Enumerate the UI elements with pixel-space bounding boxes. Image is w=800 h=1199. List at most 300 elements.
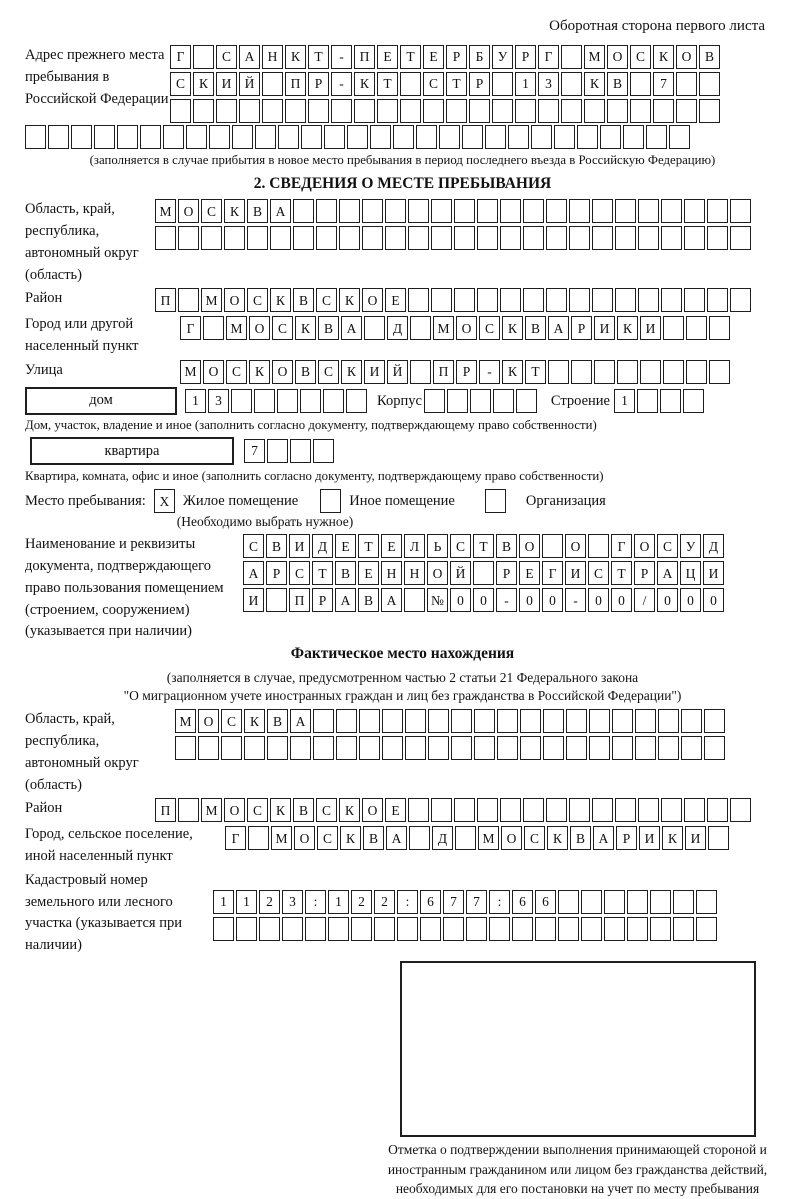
char-box[interactable]: 7 [653,72,674,96]
korpus-row[interactable] [424,389,537,413]
char-box[interactable] [638,798,659,822]
char-box[interactable] [117,125,138,149]
char-box[interactable] [431,288,452,312]
char-box[interactable]: 1 [213,890,234,914]
char-box[interactable] [428,736,449,760]
char-box[interactable]: К [285,45,306,69]
char-box[interactable] [382,709,403,733]
char-box[interactable] [300,389,321,413]
char-box[interactable] [462,125,483,149]
char-box[interactable] [443,917,464,941]
char-box[interactable]: П [289,588,310,612]
char-box[interactable]: К [341,360,362,384]
char-box[interactable] [663,316,684,340]
stroenie-row[interactable] [614,389,704,413]
char-box[interactable] [405,709,426,733]
char-box[interactable] [704,736,725,760]
char-box[interactable] [546,199,567,223]
char-box[interactable]: Р [571,316,592,340]
char-box[interactable]: 0 [542,588,563,612]
char-box[interactable]: И [594,316,615,340]
char-box[interactable]: Й [450,561,471,585]
char-box[interactable] [362,199,383,223]
char-box[interactable] [301,125,322,149]
char-box[interactable] [155,226,176,250]
char-box[interactable]: А [386,826,407,850]
char-box[interactable]: 0 [703,588,724,612]
char-box[interactable] [500,798,521,822]
char-box[interactable]: 7 [244,439,265,463]
char-box[interactable]: М [584,45,605,69]
char-box[interactable] [266,588,287,612]
char-box[interactable] [569,199,590,223]
char-box[interactable] [213,917,234,941]
char-box[interactable]: С [247,288,268,312]
char-box[interactable]: Ь [427,534,448,558]
char-box[interactable]: 2 [259,890,280,914]
char-box[interactable] [236,917,257,941]
char-box[interactable]: Р [469,72,490,96]
char-box[interactable]: - [331,45,352,69]
char-box[interactable] [282,917,303,941]
char-box[interactable]: Р [456,360,477,384]
char-box[interactable] [615,199,636,223]
char-box[interactable] [201,226,222,250]
char-box[interactable] [431,226,452,250]
char-box[interactable]: П [155,798,176,822]
stay-option-organization-checkbox[interactable] [485,489,506,513]
char-box[interactable] [730,288,751,312]
char-box[interactable]: - [565,588,586,612]
char-box[interactable]: 1 [185,389,206,413]
char-box[interactable] [535,917,556,941]
char-box[interactable] [477,199,498,223]
char-box[interactable]: Т [473,534,494,558]
char-box[interactable] [558,917,579,941]
char-box[interactable]: В [363,826,384,850]
char-box[interactable] [231,389,252,413]
char-box[interactable] [328,917,349,941]
char-box[interactable] [409,826,430,850]
char-box[interactable] [385,226,406,250]
char-box[interactable] [730,798,751,822]
char-box[interactable] [359,709,380,733]
char-box[interactable] [254,389,275,413]
char-box[interactable] [730,199,751,223]
char-box[interactable] [255,125,276,149]
char-box[interactable]: О [607,45,628,69]
char-box[interactable]: П [285,72,306,96]
char-box[interactable]: У [680,534,701,558]
char-box[interactable]: В [293,798,314,822]
char-box[interactable]: Д [387,316,408,340]
char-box[interactable] [566,736,587,760]
char-box[interactable] [198,736,219,760]
char-box[interactable]: О [249,316,270,340]
char-box[interactable] [186,125,207,149]
char-box[interactable] [428,709,449,733]
char-box[interactable]: Й [239,72,260,96]
char-box[interactable]: О [519,534,540,558]
char-box[interactable]: : [305,890,326,914]
char-box[interactable] [377,99,398,123]
char-box[interactable]: К [339,798,360,822]
char-box[interactable] [600,125,621,149]
char-box[interactable] [492,99,513,123]
char-box[interactable] [704,709,725,733]
char-box[interactable] [520,709,541,733]
char-box[interactable]: О [203,360,224,384]
char-box[interactable]: Б [469,45,490,69]
char-box[interactable] [638,199,659,223]
char-box[interactable]: Е [519,561,540,585]
char-box[interactable] [290,439,311,463]
char-box[interactable]: С [170,72,191,96]
char-box[interactable]: Н [262,45,283,69]
char-box[interactable] [546,226,567,250]
char-box[interactable]: Л [404,534,425,558]
char-box[interactable]: С [630,45,651,69]
char-box[interactable] [454,798,475,822]
char-box[interactable]: 7 [466,890,487,914]
char-box[interactable] [538,99,559,123]
char-box[interactable]: А [593,826,614,850]
char-box[interactable] [270,226,291,250]
char-box[interactable] [638,226,659,250]
char-box[interactable] [400,72,421,96]
char-box[interactable]: 0 [657,588,678,612]
char-box[interactable]: Т [611,561,632,585]
char-box[interactable]: Е [385,288,406,312]
char-box[interactable]: К [502,316,523,340]
char-box[interactable] [508,125,529,149]
char-box[interactable] [627,890,648,914]
char-box[interactable] [588,534,609,558]
char-box[interactable] [239,99,260,123]
char-box[interactable]: А [341,316,362,340]
char-box[interactable]: Р [496,561,517,585]
char-box[interactable]: Г [542,561,563,585]
char-box[interactable]: 0 [450,588,471,612]
char-box[interactable] [248,826,269,850]
char-box[interactable]: Т [358,534,379,558]
char-box[interactable]: О [272,360,293,384]
char-box[interactable] [500,226,521,250]
char-box[interactable]: Р [634,561,655,585]
char-box[interactable]: Г [180,316,201,340]
char-box[interactable] [615,288,636,312]
char-box[interactable] [477,798,498,822]
char-box[interactable]: Т [377,72,398,96]
char-box[interactable] [431,798,452,822]
char-box[interactable] [661,288,682,312]
char-box[interactable] [707,798,728,822]
char-box[interactable]: А [335,588,356,612]
char-box[interactable]: И [289,534,310,558]
char-box[interactable] [543,709,564,733]
char-box[interactable] [500,288,521,312]
char-box[interactable] [278,125,299,149]
char-box[interactable]: В [496,534,517,558]
char-box[interactable]: И [640,316,661,340]
char-box[interactable] [546,798,567,822]
char-box[interactable]: О [634,534,655,558]
char-box[interactable] [336,709,357,733]
char-box[interactable]: Р [616,826,637,850]
char-box[interactable] [708,826,729,850]
char-box[interactable]: С [243,534,264,558]
char-box[interactable] [497,709,518,733]
char-box[interactable]: 0 [680,588,701,612]
char-box[interactable] [94,125,115,149]
char-box[interactable]: С [221,709,242,733]
char-box[interactable]: М [175,709,196,733]
char-box[interactable]: Р [312,588,333,612]
char-box[interactable]: Й [387,360,408,384]
char-box[interactable]: Т [312,561,333,585]
char-box[interactable] [561,45,582,69]
char-box[interactable] [594,360,615,384]
char-box[interactable] [203,316,224,340]
char-box[interactable]: Г [611,534,632,558]
char-box[interactable] [262,72,283,96]
char-box[interactable] [615,798,636,822]
char-box[interactable] [561,99,582,123]
char-box[interactable]: И [216,72,237,96]
char-box[interactable] [405,736,426,760]
char-box[interactable] [684,288,705,312]
char-box[interactable]: Е [385,798,406,822]
char-box[interactable]: С [216,45,237,69]
char-box[interactable] [684,199,705,223]
char-box[interactable] [581,917,602,941]
char-box[interactable] [170,99,191,123]
char-box[interactable]: С [588,561,609,585]
char-box[interactable]: К [340,826,361,850]
char-box[interactable] [699,72,720,96]
char-box[interactable]: С [201,199,222,223]
char-box[interactable]: М [201,288,222,312]
char-box[interactable] [707,288,728,312]
stay-option-residential-checkbox[interactable]: X [154,489,175,513]
char-box[interactable]: С [316,288,337,312]
char-box[interactable]: Р [446,45,467,69]
char-box[interactable]: 3 [282,890,303,914]
char-box[interactable] [592,288,613,312]
char-box[interactable]: К [270,288,291,312]
char-box[interactable]: 0 [519,588,540,612]
char-box[interactable] [523,798,544,822]
char-box[interactable] [382,736,403,760]
char-box[interactable]: 0 [611,588,632,612]
char-box[interactable]: О [676,45,697,69]
char-box[interactable] [523,288,544,312]
char-box[interactable] [351,917,372,941]
char-box[interactable]: : [397,890,418,914]
char-box[interactable]: 6 [535,890,556,914]
char-box[interactable] [684,798,705,822]
char-box[interactable]: В [607,72,628,96]
char-box[interactable] [416,125,437,149]
char-box[interactable]: К [339,288,360,312]
char-box[interactable]: 2 [374,890,395,914]
char-box[interactable] [607,99,628,123]
char-box[interactable]: В [358,588,379,612]
char-box[interactable] [410,316,431,340]
char-box[interactable] [247,226,268,250]
char-box[interactable] [140,125,161,149]
char-box[interactable] [267,439,288,463]
char-box[interactable]: С [272,316,293,340]
char-box[interactable] [163,125,184,149]
char-box[interactable] [431,199,452,223]
char-box[interactable]: С [318,360,339,384]
char-box[interactable] [658,709,679,733]
char-box[interactable] [439,125,460,149]
char-box[interactable] [696,917,717,941]
char-box[interactable] [178,288,199,312]
char-box[interactable]: М [271,826,292,850]
char-box[interactable]: 6 [512,890,533,914]
char-box[interactable]: А [290,709,311,733]
house-number-row[interactable] [185,389,367,413]
char-box[interactable] [454,226,475,250]
char-box[interactable] [339,226,360,250]
char-box[interactable]: Н [381,561,402,585]
char-box[interactable]: С [317,826,338,850]
char-box[interactable]: К [244,709,265,733]
char-box[interactable] [451,736,472,760]
char-box[interactable] [523,199,544,223]
char-box[interactable]: П [433,360,454,384]
char-box[interactable] [493,389,514,413]
char-box[interactable] [336,736,357,760]
char-box[interactable]: М [478,826,499,850]
char-box[interactable] [354,99,375,123]
char-box[interactable]: 1 [328,890,349,914]
char-box[interactable]: В [525,316,546,340]
char-box[interactable]: Т [525,360,546,384]
char-box[interactable] [25,125,46,149]
char-box[interactable]: : [489,890,510,914]
char-box[interactable]: С [247,798,268,822]
char-box[interactable]: И [565,561,586,585]
char-box[interactable] [209,125,230,149]
char-box[interactable] [650,890,671,914]
char-box[interactable] [175,736,196,760]
char-box[interactable]: О [224,798,245,822]
char-box[interactable] [658,736,679,760]
char-box[interactable] [660,389,681,413]
char-box[interactable] [630,72,651,96]
char-box[interactable] [554,125,575,149]
char-box[interactable] [589,736,610,760]
char-box[interactable] [646,125,667,149]
char-box[interactable]: О [198,709,219,733]
char-box[interactable] [474,736,495,760]
char-box[interactable]: С [657,534,678,558]
char-box[interactable]: И [639,826,660,850]
char-box[interactable] [193,99,214,123]
char-box[interactable] [313,709,334,733]
char-box[interactable]: С [450,534,471,558]
char-box[interactable]: - [496,588,517,612]
char-box[interactable]: В [295,360,316,384]
char-box[interactable] [612,736,633,760]
char-box[interactable]: К [193,72,214,96]
char-box[interactable]: К [584,72,605,96]
char-box[interactable] [569,226,590,250]
apartment-number-row[interactable] [244,439,334,463]
char-box[interactable] [216,99,237,123]
char-box[interactable]: В [266,534,287,558]
char-box[interactable] [492,72,513,96]
char-box[interactable] [543,736,564,760]
char-box[interactable] [627,917,648,941]
char-box[interactable] [308,99,329,123]
char-box[interactable] [485,125,506,149]
char-box[interactable] [663,360,684,384]
char-box[interactable] [364,316,385,340]
char-box[interactable] [277,389,298,413]
stay-option-other-checkbox[interactable] [320,489,341,513]
char-box[interactable] [661,199,682,223]
char-box[interactable]: С [524,826,545,850]
char-box[interactable]: 6 [420,890,441,914]
char-box[interactable]: В [293,288,314,312]
char-box[interactable] [592,226,613,250]
char-box[interactable] [408,288,429,312]
char-box[interactable] [262,99,283,123]
char-box[interactable] [542,534,563,558]
char-box[interactable] [313,736,334,760]
char-box[interactable]: В [570,826,591,850]
char-box[interactable]: Г [538,45,559,69]
char-box[interactable]: Р [308,72,329,96]
char-box[interactable]: К [547,826,568,850]
char-box[interactable] [523,226,544,250]
char-box[interactable]: 7 [443,890,464,914]
char-box[interactable] [581,890,602,914]
char-box[interactable] [676,72,697,96]
char-box[interactable] [635,736,656,760]
char-box[interactable] [305,917,326,941]
char-box[interactable] [681,709,702,733]
char-box[interactable] [455,826,476,850]
char-box[interactable]: О [565,534,586,558]
char-box[interactable] [410,360,431,384]
char-box[interactable] [635,709,656,733]
char-box[interactable] [612,709,633,733]
char-box[interactable] [500,199,521,223]
char-box[interactable] [548,360,569,384]
char-box[interactable]: 2 [351,890,372,914]
char-box[interactable]: 3 [208,389,229,413]
char-box[interactable] [221,736,242,760]
char-box[interactable]: 1 [515,72,536,96]
char-box[interactable]: И [243,588,264,612]
char-box[interactable] [346,389,367,413]
char-box[interactable]: 1 [614,389,635,413]
char-box[interactable] [546,288,567,312]
char-box[interactable] [730,226,751,250]
char-box[interactable] [686,316,707,340]
char-box[interactable]: О [224,288,245,312]
char-box[interactable]: А [270,199,291,223]
char-box[interactable] [362,226,383,250]
char-box[interactable] [293,226,314,250]
char-box[interactable]: К [270,798,291,822]
